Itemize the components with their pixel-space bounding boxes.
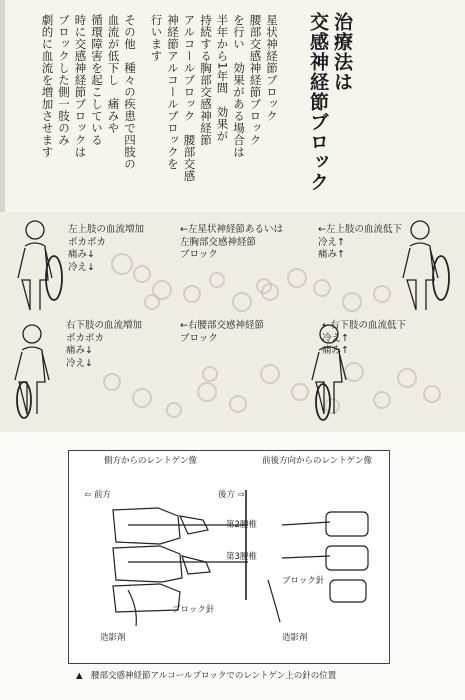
lower-middle-label: ←右腰部交感神経節 ブロック <box>180 320 264 344</box>
decor-circle <box>132 388 152 408</box>
side-process-2 <box>182 556 210 574</box>
decor-circle <box>197 382 217 402</box>
title-line-2: 交感神経節ブロック <box>307 12 329 192</box>
upper-middle-label: ←左星状神経節あるいは 左胸部交感神経節 ブロック <box>180 224 283 260</box>
needle-label-right: ブロック針 <box>282 576 325 586</box>
article-column: 行います <box>149 14 164 62</box>
decor-circle <box>229 395 247 413</box>
article-column: 神経節アルコールブロックを <box>166 14 180 170</box>
contrast-label-right: 造影剤 <box>282 633 308 643</box>
decor-circle <box>166 402 182 418</box>
article-column: 時に交感神経節ブロックは <box>73 14 88 158</box>
side-view-title: 側方からのレントゲン像 <box>104 456 197 466</box>
article-column: 腰部交感神経節ブロック <box>248 14 263 146</box>
upper-left-label: 左上肢の血流増加 ポカポカ 痛み↓ 冷え↓ <box>68 224 145 273</box>
decor-circle <box>373 391 391 409</box>
lower-left-label: 右下肢の血流増加 ポカポカ 痛み↓ 冷え↓ <box>66 320 143 369</box>
posterior-text: 後方 <box>218 490 236 500</box>
needle-label-left: ブロック針 <box>172 605 215 615</box>
article-column: ブロックした側一肢のみ <box>57 14 71 146</box>
decor-circle <box>313 279 331 297</box>
l2-label: 第2腰椎 <box>226 520 257 530</box>
front-vertebra-l4 <box>330 580 366 602</box>
figure-upper-left <box>10 218 70 318</box>
front-needle-1 <box>282 522 330 525</box>
decor-circle <box>373 285 391 303</box>
decor-circle <box>144 294 160 310</box>
decor-circle <box>209 272 225 288</box>
article-column: アルコールブロック 腰部交感 <box>182 14 197 182</box>
article-column: 血流が低下し 痛みや <box>106 14 121 134</box>
contrast-trace-left <box>128 590 136 626</box>
posterior-label: 後方 ⇨ <box>218 490 245 500</box>
article-body <box>20 14 280 204</box>
decor-circle <box>342 292 362 312</box>
front-vertebra-l2 <box>326 512 368 536</box>
l3-label: 第3腰椎 <box>226 552 257 562</box>
side-vertebra-2 <box>113 546 182 582</box>
decor-circle <box>232 292 252 312</box>
decor-circle <box>287 268 307 288</box>
front-needle-2 <box>282 556 330 558</box>
figure-caption: ▲ 腰部交感神経節アルコールブロックでのレントゲン上の針の位置 <box>76 671 337 681</box>
decor-circle <box>202 366 218 382</box>
contrast-trace-right <box>268 580 280 622</box>
article-column: その他 種々の疾患で四肢の <box>123 14 137 170</box>
figure-upper-right <box>398 218 458 318</box>
article-column: 劇的に血流を増加させます <box>40 14 55 158</box>
anterior-label: ⇦ 前方 <box>84 490 111 500</box>
article-column: 循環障害を起こしている <box>90 14 104 146</box>
anterior-text: 前方 <box>93 490 111 500</box>
article-column: 半年から1年間 効果が <box>215 14 230 142</box>
front-view-title: 前後方向からのレントゲン像 <box>262 456 372 466</box>
decor-circle <box>423 385 441 403</box>
article-column: 持続する胸部交感神経節 <box>199 14 213 146</box>
decor-circle <box>183 285 201 303</box>
decor-circle <box>260 364 280 384</box>
title-line-1: 治療法は <box>331 12 353 92</box>
figure-lower-left <box>6 322 66 422</box>
article-column: を行い 効果がある場合は <box>232 14 246 158</box>
side-vertebra-3 <box>113 584 180 612</box>
lower-right-label: ←右下肢の血流低下 冷え↑ 痛み↑ <box>322 320 406 356</box>
upper-right-label: ←左上肢の血流低下 冷え↑ 痛み↑ <box>318 224 402 260</box>
decor-circle <box>397 368 417 388</box>
contrast-label-left: 造影剤 <box>100 633 126 643</box>
article-column: 星状神経節ブロック <box>265 14 279 122</box>
side-vertebra-1 <box>113 508 180 544</box>
front-vertebra-l3 <box>326 546 368 570</box>
decor-circle <box>103 373 121 391</box>
decor-circle <box>256 278 272 294</box>
